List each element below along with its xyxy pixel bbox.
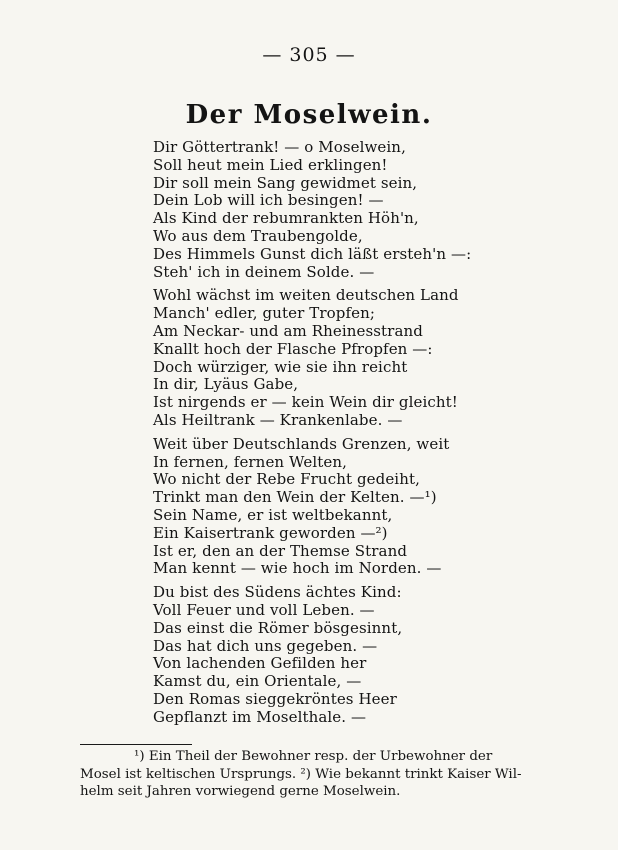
page-number: — 305 —: [262, 44, 356, 66]
footnote-line: Mosel ist keltischen Ursprungs. ²) Wie bekannt trinkt Kaiser Wil-: [80, 766, 522, 782]
verse-line: Von lachenden Gefilden her: [153, 654, 367, 673]
verse-line: Kamst du, ein Orientale, —: [153, 672, 362, 691]
verse-line: Das hat dich uns gegeben. —: [153, 636, 378, 655]
verse-line: Trinkt man den Wein der Kelten. —¹): [153, 488, 437, 507]
verse-line: Am Neckar- und am Rheinesstrand: [153, 321, 423, 340]
verse-line: Doch würziger, wie sie ihn reicht: [153, 357, 408, 376]
verse-line: Dir soll mein Sang gewidmet sein,: [153, 173, 418, 192]
stanza-2: [153, 287, 593, 429]
verse-line: Wohl wächst im weiten deutschen Land: [153, 286, 459, 305]
verse-line: In dir, Lyäus Gabe,: [153, 375, 299, 394]
verse-line: Als Kind der rebumrankten Höh'n,: [153, 209, 419, 228]
verse-line: Sein Name, er ist weltbekannt,: [153, 505, 393, 524]
verse-line: Dir Göttertrank! — o Moselwein,: [153, 138, 406, 156]
verse-line: Man kennt — wie hoch im Norden. —: [153, 559, 442, 578]
verse-line: Ist nirgends er — kein Wein dir gleicht!: [153, 393, 458, 412]
verse-line: Ein Kaisertrank geworden —²): [153, 523, 388, 542]
verse-line: Dein Lob will ich besingen! —: [153, 191, 384, 210]
verse-line: Den Romas sieggekröntes Heer: [153, 689, 397, 708]
verse-line: Gepflanzt im Moselthale. —: [153, 707, 367, 726]
verse-line: Steh' ich in deinem Solde. —: [153, 262, 375, 281]
verse-line: Knallt hoch der Flasche Pfropfen —:: [153, 339, 433, 358]
footnote-line: ¹) Ein Theil der Bewohner resp. der Urbewohner der: [134, 749, 493, 764]
stanza-4: [153, 584, 593, 726]
verse-line: In fernen, fernen Welten,: [153, 452, 347, 471]
footnote-line: helm seit Jahren vorwiegend gerne Moselwein.: [80, 784, 401, 799]
verse-line: Wo nicht der Rebe Frucht gedeiht,: [153, 470, 420, 489]
verse-line: Du bist des Südens ächtes Kind:: [153, 583, 402, 602]
footnote-divider: [80, 744, 192, 745]
footnotes: [80, 748, 558, 801]
verse-line: Wo aus dem Traubengolde,: [153, 226, 363, 245]
poem-body: [153, 139, 593, 733]
stanza-3: [153, 436, 593, 578]
verse-line: Voll Feuer und voll Leben. —: [153, 600, 375, 619]
stanza-1: [153, 139, 593, 281]
verse-line: Als Heiltrank — Krankenlabe. —: [153, 410, 403, 429]
verse-line: Das einst die Römer bösgesinnt,: [153, 618, 403, 637]
verse-line: Manch' edler, guter Tropfen;: [153, 304, 375, 323]
verse-line: Ist er, den an der Themse Strand: [153, 541, 408, 560]
poem-title: Der Moselwein.: [185, 100, 433, 130]
verse-line: Des Himmels Gunst dich läßt ersteh'n —:: [153, 244, 472, 263]
verse-line: Weit über Deutschlands Grenzen, weit: [153, 434, 450, 453]
verse-line: Soll heut mein Lied erklingen!: [153, 155, 388, 174]
